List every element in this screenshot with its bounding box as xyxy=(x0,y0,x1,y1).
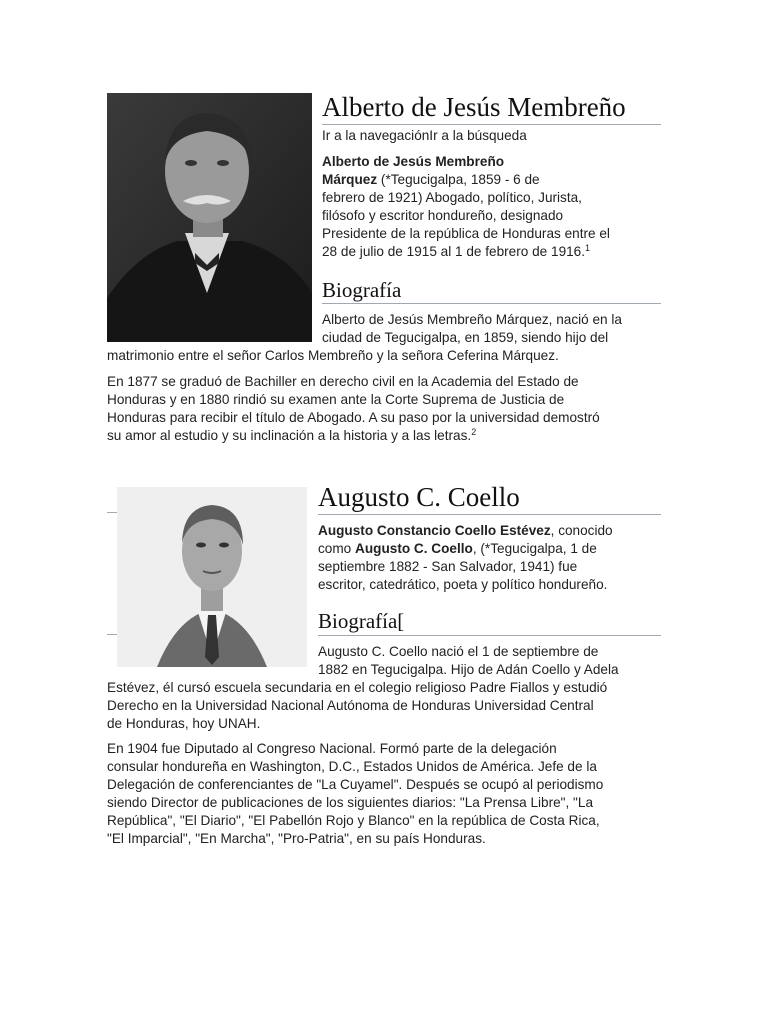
heading-divider-2 xyxy=(318,635,661,636)
person-name-2: Augusto Constancio Coello Estévez xyxy=(318,523,551,538)
intro-paragraph-2: Augusto Constancio Coello Estévez, conocido como Augusto C. Coello, (*Tegucigalpa, 1 de septiembre 1882 - San Salvador, 1941) fue escritor, catedrático, poeta y político hondureño. xyxy=(318,523,613,592)
photo-side-divider-top xyxy=(107,512,117,513)
title-divider-2 xyxy=(318,514,661,515)
portrait-membreno xyxy=(107,93,312,342)
section-heading-biografia-1: Biografía xyxy=(322,278,402,302)
bio-paragraph-1b: En 1877 se graduó de Bachiller en derecho civil en la Academia del Estado de Honduras y en 1880 rindió su examen ante la Corte Suprema de Justicia de Honduras para recibir el título de Abogado. A su paso por la universidad demostró su amor al estudio y su inclinación a la historia y a las letras.$^2$ xyxy=(107,374,600,443)
photo-side-divider-bottom xyxy=(107,634,117,635)
person-short-name-2: Augusto C. Coello xyxy=(355,541,473,556)
heading-divider-1 xyxy=(322,303,661,304)
section-heading-biografia-2: Biografía[ xyxy=(318,609,405,633)
intro-paragraph-1: Alberto de Jesús Membreño Márquez (*Tegucigalpa, 1859 - 6 de febrero de 1921) Abogado, político, Jurista, filósofo y escritor hondureño, designado Presidente de la república de Honduras entre el 28 de julio de 1915 al 1 de febrero de 1916.$^1$ xyxy=(322,154,610,259)
article-title-2: Augusto C. Coello xyxy=(318,482,520,512)
reference-link[interactable]: 2 xyxy=(471,427,477,437)
nav-links[interactable]: Ir a la navegaciónIr a la búsqueda xyxy=(322,128,527,143)
article-title-1: Alberto de Jesús Membreño xyxy=(322,92,626,122)
title-divider-1 xyxy=(322,124,661,125)
reference-link[interactable]: 1 xyxy=(585,243,591,253)
person-name: Alberto de Jesús Membreño xyxy=(322,154,505,169)
portrait-coello xyxy=(117,487,307,667)
person-name-cont: Márquez xyxy=(322,172,378,187)
bio-paragraph-2b: En 1904 fue Diputado al Congreso Nacional. Formó parte de la delegación consular hondureña en Washington, D.C., Estados Unidos de América. Jefe de la Delegación de conferenciantes de "La Cuyamel". Después se ocupó al periodismo siendo Director de publicaciones de los siguientes diarios: "La Prensa Libre", "La República", "El Diario", "El Pabellón Rojo y Blanco" en la república de Costa Rica, "El Imparcial", "En Marcha", "Pro-Patria", en su país Honduras. xyxy=(107,741,604,846)
